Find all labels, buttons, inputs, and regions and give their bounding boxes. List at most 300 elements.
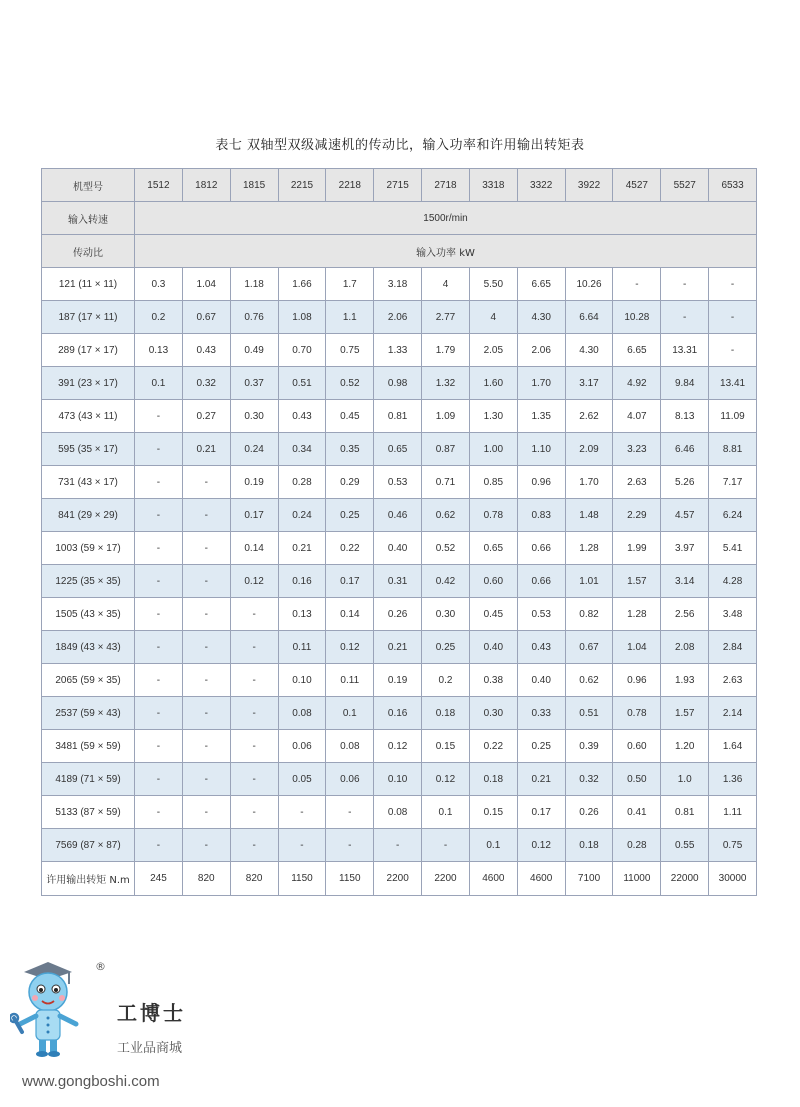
power-cell: - <box>182 763 230 796</box>
power-cell: 0.13 <box>135 334 183 367</box>
power-cell: 0.78 <box>469 499 517 532</box>
power-cell: 0.66 <box>517 532 565 565</box>
table-row <box>42 499 757 532</box>
ratio-cell: 391 (23 × 17) <box>42 367 135 400</box>
power-cell: 0.18 <box>565 829 613 862</box>
input-speed-value: 1500r/min <box>135 202 757 235</box>
power-cell: - <box>182 499 230 532</box>
power-cell: - <box>613 268 661 301</box>
power-cell: - <box>135 466 183 499</box>
power-cell: 9.84 <box>661 367 709 400</box>
power-cell: 0.16 <box>278 565 326 598</box>
power-cell: 0.76 <box>230 301 278 334</box>
power-cell: - <box>230 796 278 829</box>
table-row <box>42 829 757 862</box>
power-cell: 0.65 <box>469 532 517 565</box>
power-cell: - <box>709 334 757 367</box>
ratio-cell: 1505 (43 × 35) <box>42 598 135 631</box>
registered-mark: ® <box>95 960 106 973</box>
header-row <box>42 169 757 202</box>
power-cell: 0.45 <box>469 598 517 631</box>
power-cell: 0.17 <box>230 499 278 532</box>
power-cell: 4.92 <box>613 367 661 400</box>
power-cell: - <box>230 829 278 862</box>
power-cell: 1.1 <box>326 301 374 334</box>
power-cell: 1.10 <box>517 433 565 466</box>
power-cell: 0.08 <box>374 796 422 829</box>
power-cell: 0.24 <box>278 499 326 532</box>
power-cell: 0.96 <box>517 466 565 499</box>
power-cell: 1.57 <box>661 697 709 730</box>
power-cell: - <box>135 730 183 763</box>
power-cell: - <box>709 301 757 334</box>
ratio-cell: 121 (11 × 11) <box>42 268 135 301</box>
power-cell: 0.65 <box>374 433 422 466</box>
power-cell: 0.25 <box>422 631 470 664</box>
table-row <box>42 565 757 598</box>
power-cell: - <box>230 730 278 763</box>
table-row <box>42 763 757 796</box>
power-cell: 0.3 <box>135 268 183 301</box>
torque-cell: 4600 <box>469 862 517 896</box>
torque-cell: 820 <box>182 862 230 896</box>
model-cell: 4527 <box>613 169 661 202</box>
power-cell: 0.53 <box>517 598 565 631</box>
table-row <box>42 697 757 730</box>
ratio-cell: 4189 (71 × 59) <box>42 763 135 796</box>
model-cell: 1512 <box>135 169 183 202</box>
power-cell: 0.15 <box>469 796 517 829</box>
power-cell: 4.57 <box>661 499 709 532</box>
power-cell: 8.13 <box>661 400 709 433</box>
power-cell: 0.13 <box>278 598 326 631</box>
power-cell: 0.66 <box>517 565 565 598</box>
power-cell: 0.10 <box>278 664 326 697</box>
power-cell: 0.27 <box>182 400 230 433</box>
power-cell: 0.43 <box>517 631 565 664</box>
power-cell: 1.57 <box>613 565 661 598</box>
torque-cell: 11000 <box>613 862 661 896</box>
power-cell: 0.06 <box>326 763 374 796</box>
power-cell: 5.26 <box>661 466 709 499</box>
power-cell: 0.39 <box>565 730 613 763</box>
power-cell: 0.25 <box>517 730 565 763</box>
power-cell: 0.62 <box>565 664 613 697</box>
torque-cell: 820 <box>230 862 278 896</box>
power-cell: - <box>182 532 230 565</box>
power-cell: 0.06 <box>278 730 326 763</box>
input-speed-label: 输入转速 <box>42 202 135 235</box>
power-cell: 0.75 <box>709 829 757 862</box>
power-cell: 0.40 <box>374 532 422 565</box>
power-cell: 1.28 <box>613 598 661 631</box>
power-cell: 0.34 <box>278 433 326 466</box>
power-cell: 1.35 <box>517 400 565 433</box>
power-cell: - <box>326 829 374 862</box>
power-cell: 0.43 <box>278 400 326 433</box>
power-cell: 0.28 <box>613 829 661 862</box>
power-cell: 1.04 <box>613 631 661 664</box>
power-cell: 0.18 <box>422 697 470 730</box>
power-cell: 3.18 <box>374 268 422 301</box>
power-cell: 1.20 <box>661 730 709 763</box>
power-cell: 0.21 <box>182 433 230 466</box>
power-cell: 0.22 <box>469 730 517 763</box>
model-cell: 3322 <box>517 169 565 202</box>
power-cell: - <box>135 598 183 631</box>
power-cell: 0.81 <box>374 400 422 433</box>
power-cell: 2.29 <box>613 499 661 532</box>
power-cell: 1.0 <box>661 763 709 796</box>
power-cell: - <box>230 763 278 796</box>
torque-cell: 1150 <box>326 862 374 896</box>
model-cell: 6533 <box>709 169 757 202</box>
power-cell: 1.30 <box>469 400 517 433</box>
power-cell: 0.41 <box>613 796 661 829</box>
power-cell: 7.17 <box>709 466 757 499</box>
power-cell: 6.64 <box>565 301 613 334</box>
model-cell: 2215 <box>278 169 326 202</box>
model-cell: 2718 <box>422 169 470 202</box>
power-cell: 1.93 <box>661 664 709 697</box>
power-cell: 6.46 <box>661 433 709 466</box>
power-cell: - <box>278 796 326 829</box>
power-cell: 0.75 <box>326 334 374 367</box>
power-cell: 2.62 <box>565 400 613 433</box>
power-cell: 0.12 <box>517 829 565 862</box>
power-cell: 0.50 <box>613 763 661 796</box>
power-cell: 1.70 <box>565 466 613 499</box>
power-cell: - <box>709 268 757 301</box>
power-cell: - <box>230 697 278 730</box>
power-cell: - <box>326 796 374 829</box>
model-cell: 5527 <box>661 169 709 202</box>
power-cell: - <box>135 829 183 862</box>
power-cell: - <box>135 565 183 598</box>
power-cell: 0.62 <box>422 499 470 532</box>
power-cell: 0.26 <box>374 598 422 631</box>
ratio-cell: 289 (17 × 17) <box>42 334 135 367</box>
power-cell: 0.30 <box>422 598 470 631</box>
power-cell: 4 <box>422 268 470 301</box>
power-cell: 0.96 <box>613 664 661 697</box>
reducer-spec-table <box>41 168 757 896</box>
ratio-cell: 1003 (59 × 17) <box>42 532 135 565</box>
power-cell: 4.28 <box>709 565 757 598</box>
power-cell: 0.19 <box>230 466 278 499</box>
torque-cell: 2200 <box>374 862 422 896</box>
power-cell: 0.98 <box>374 367 422 400</box>
power-cell: - <box>135 433 183 466</box>
model-cell: 2715 <box>374 169 422 202</box>
table-row <box>42 301 757 334</box>
power-cell: 0.43 <box>182 334 230 367</box>
power-cell: 13.41 <box>709 367 757 400</box>
power-cell: 0.46 <box>374 499 422 532</box>
power-cell: - <box>422 829 470 862</box>
power-cell: 0.21 <box>278 532 326 565</box>
brand-name: 工博士 <box>117 1001 186 1025</box>
model-cell: 1812 <box>182 169 230 202</box>
power-cell: 0.67 <box>182 301 230 334</box>
power-cell: 4.30 <box>565 334 613 367</box>
power-cell: 1.08 <box>278 301 326 334</box>
table-row <box>42 532 757 565</box>
table-row <box>42 367 757 400</box>
power-cell: 5.50 <box>469 268 517 301</box>
power-cell: 0.08 <box>278 697 326 730</box>
power-cell: 2.14 <box>709 697 757 730</box>
power-cell: 0.31 <box>374 565 422 598</box>
power-cell: 2.56 <box>661 598 709 631</box>
power-cell: 13.31 <box>661 334 709 367</box>
power-cell: 0.53 <box>374 466 422 499</box>
power-cell: 0.14 <box>326 598 374 631</box>
power-cell: 0.35 <box>326 433 374 466</box>
ratio-cell: 1225 (35 × 35) <box>42 565 135 598</box>
model-cell: 1815 <box>230 169 278 202</box>
torque-cell: 30000 <box>709 862 757 896</box>
power-cell: 10.26 <box>565 268 613 301</box>
power-cell: 0.78 <box>613 697 661 730</box>
power-cell: 6.65 <box>613 334 661 367</box>
table-row <box>42 400 757 433</box>
power-cell: - <box>135 499 183 532</box>
power-cell: 1.04 <box>182 268 230 301</box>
table-row <box>42 334 757 367</box>
power-cell: 0.2 <box>422 664 470 697</box>
power-cell: 1.99 <box>613 532 661 565</box>
power-cell: 1.64 <box>709 730 757 763</box>
power-cell: - <box>135 796 183 829</box>
power-cell: 0.55 <box>661 829 709 862</box>
power-cell: - <box>182 664 230 697</box>
power-cell: 3.14 <box>661 565 709 598</box>
power-cell: 2.05 <box>469 334 517 367</box>
power-cell: 0.85 <box>469 466 517 499</box>
torque-cell: 7100 <box>565 862 613 896</box>
ratio-cell: 3481 (59 × 59) <box>42 730 135 763</box>
table-row <box>42 631 757 664</box>
power-cell: 0.49 <box>230 334 278 367</box>
power-cell: 0.22 <box>326 532 374 565</box>
table-row <box>42 796 757 829</box>
power-cell: 0.52 <box>422 532 470 565</box>
ratio-header-row <box>42 235 757 268</box>
power-cell: 0.32 <box>565 763 613 796</box>
power-cell: - <box>135 532 183 565</box>
power-cell: - <box>182 466 230 499</box>
table-row <box>42 730 757 763</box>
ratio-cell: 731 (43 × 17) <box>42 466 135 499</box>
power-cell: 0.82 <box>565 598 613 631</box>
power-cell: - <box>230 631 278 664</box>
power-cell: 1.60 <box>469 367 517 400</box>
ratio-cell: 187 (17 × 11) <box>42 301 135 334</box>
power-cell: - <box>230 598 278 631</box>
power-cell: 0.2 <box>135 301 183 334</box>
ratio-cell: 2065 (59 × 35) <box>42 664 135 697</box>
power-cell: - <box>135 631 183 664</box>
power-cell: 0.21 <box>374 631 422 664</box>
power-cell: 0.81 <box>661 796 709 829</box>
power-cell: 2.09 <box>565 433 613 466</box>
power-cell: - <box>182 796 230 829</box>
power-cell: 0.28 <box>278 466 326 499</box>
power-cell: 0.11 <box>326 664 374 697</box>
power-cell: 0.11 <box>278 631 326 664</box>
power-cell: 6.65 <box>517 268 565 301</box>
power-cell: 0.12 <box>374 730 422 763</box>
power-cell: 0.17 <box>517 796 565 829</box>
power-cell: - <box>135 400 183 433</box>
table-row <box>42 433 757 466</box>
power-cell: 0.51 <box>565 697 613 730</box>
torque-cell: 1150 <box>278 862 326 896</box>
power-cell: 4.30 <box>517 301 565 334</box>
power-cell: 0.08 <box>326 730 374 763</box>
power-cell: - <box>135 763 183 796</box>
power-cell: 0.05 <box>278 763 326 796</box>
power-cell: 1.32 <box>422 367 470 400</box>
power-cell: 0.12 <box>230 565 278 598</box>
power-cell: 0.29 <box>326 466 374 499</box>
power-cell: 0.67 <box>565 631 613 664</box>
power-cell: 0.52 <box>326 367 374 400</box>
table-row <box>42 598 757 631</box>
power-cell: 0.30 <box>230 400 278 433</box>
power-cell: 3.23 <box>613 433 661 466</box>
power-cell: 1.36 <box>709 763 757 796</box>
power-cell: 5.41 <box>709 532 757 565</box>
power-cell: 4.07 <box>613 400 661 433</box>
power-cell: - <box>182 730 230 763</box>
torque-row <box>42 862 757 896</box>
table-row <box>42 466 757 499</box>
ratio-cell: 841 (29 × 29) <box>42 499 135 532</box>
power-cell: 1.66 <box>278 268 326 301</box>
power-cell: 0.25 <box>326 499 374 532</box>
power-cell: 0.1 <box>326 697 374 730</box>
power-cell: 0.12 <box>326 631 374 664</box>
power-cell: 2.84 <box>709 631 757 664</box>
model-label: 机型号 <box>42 169 135 202</box>
brand-subtitle: 工业品商城 <box>117 1041 183 1056</box>
power-cell: - <box>182 565 230 598</box>
power-cell: 0.40 <box>469 631 517 664</box>
table-title: 表七 双轴型双级减速机的传动比，输入功率和许用输出转矩表 <box>215 138 585 153</box>
power-cell: - <box>182 598 230 631</box>
ratio-cell: 5133 (87 × 59) <box>42 796 135 829</box>
power-cell: 2.77 <box>422 301 470 334</box>
power-cell: 0.16 <box>374 697 422 730</box>
power-cell: 0.83 <box>517 499 565 532</box>
power-cell: 1.09 <box>422 400 470 433</box>
power-cell: 0.1 <box>469 829 517 862</box>
power-cell: 11.09 <box>709 400 757 433</box>
power-cell: 8.81 <box>709 433 757 466</box>
input-power-label: 输入功率 kW <box>135 235 757 268</box>
power-cell: 1.01 <box>565 565 613 598</box>
power-cell: 0.21 <box>517 763 565 796</box>
power-cell: 0.17 <box>326 565 374 598</box>
power-cell: 1.70 <box>517 367 565 400</box>
power-cell: 2.06 <box>374 301 422 334</box>
model-cell: 3318 <box>469 169 517 202</box>
power-cell: 0.1 <box>135 367 183 400</box>
power-cell: 0.38 <box>469 664 517 697</box>
power-cell: 1.33 <box>374 334 422 367</box>
power-cell: 0.40 <box>517 664 565 697</box>
power-cell: - <box>661 301 709 334</box>
power-cell: 2.63 <box>709 664 757 697</box>
ratio-cell: 7569 (87 × 87) <box>42 829 135 862</box>
power-cell: 1.28 <box>565 532 613 565</box>
power-cell: 2.06 <box>517 334 565 367</box>
ratio-cell: 595 (35 × 17) <box>42 433 135 466</box>
power-cell: - <box>135 664 183 697</box>
power-cell: 1.48 <box>565 499 613 532</box>
power-cell: - <box>182 697 230 730</box>
model-cell: 2218 <box>326 169 374 202</box>
power-cell: - <box>230 664 278 697</box>
power-cell: 4 <box>469 301 517 334</box>
torque-label: 许用输出转矩 N.m <box>42 862 135 896</box>
torque-cell: 22000 <box>661 862 709 896</box>
power-cell: - <box>661 268 709 301</box>
power-cell: 3.97 <box>661 532 709 565</box>
power-cell: 0.60 <box>469 565 517 598</box>
power-cell: - <box>135 697 183 730</box>
power-cell: 0.37 <box>230 367 278 400</box>
torque-cell: 4600 <box>517 862 565 896</box>
power-cell: - <box>278 829 326 862</box>
torque-cell: 2200 <box>422 862 470 896</box>
power-cell: 0.19 <box>374 664 422 697</box>
input-speed-row <box>42 202 757 235</box>
power-cell: 1.18 <box>230 268 278 301</box>
ratio-label: 传动比 <box>42 235 135 268</box>
power-cell: 2.08 <box>661 631 709 664</box>
power-cell: 0.10 <box>374 763 422 796</box>
power-cell: 0.14 <box>230 532 278 565</box>
power-cell: 0.26 <box>565 796 613 829</box>
torque-cell: 245 <box>135 862 183 896</box>
power-cell: 0.33 <box>517 697 565 730</box>
power-cell: 0.32 <box>182 367 230 400</box>
ratio-cell: 1849 (43 × 43) <box>42 631 135 664</box>
power-cell: - <box>374 829 422 862</box>
power-cell: 0.60 <box>613 730 661 763</box>
power-cell: 0.12 <box>422 763 470 796</box>
power-cell: 3.17 <box>565 367 613 400</box>
ratio-cell: 473 (43 × 11) <box>42 400 135 433</box>
power-cell: 0.45 <box>326 400 374 433</box>
power-cell: 1.00 <box>469 433 517 466</box>
website-url: www.gongboshi.com <box>22 1073 160 1090</box>
power-cell: 0.18 <box>469 763 517 796</box>
power-cell: 1.79 <box>422 334 470 367</box>
power-cell: - <box>182 829 230 862</box>
power-cell: 0.70 <box>278 334 326 367</box>
power-cell: 0.51 <box>278 367 326 400</box>
power-cell: 1.11 <box>709 796 757 829</box>
table-row <box>42 268 757 301</box>
power-cell: 2.63 <box>613 466 661 499</box>
power-cell: - <box>182 631 230 664</box>
power-cell: 0.71 <box>422 466 470 499</box>
ratio-cell: 2537 (59 × 43) <box>42 697 135 730</box>
